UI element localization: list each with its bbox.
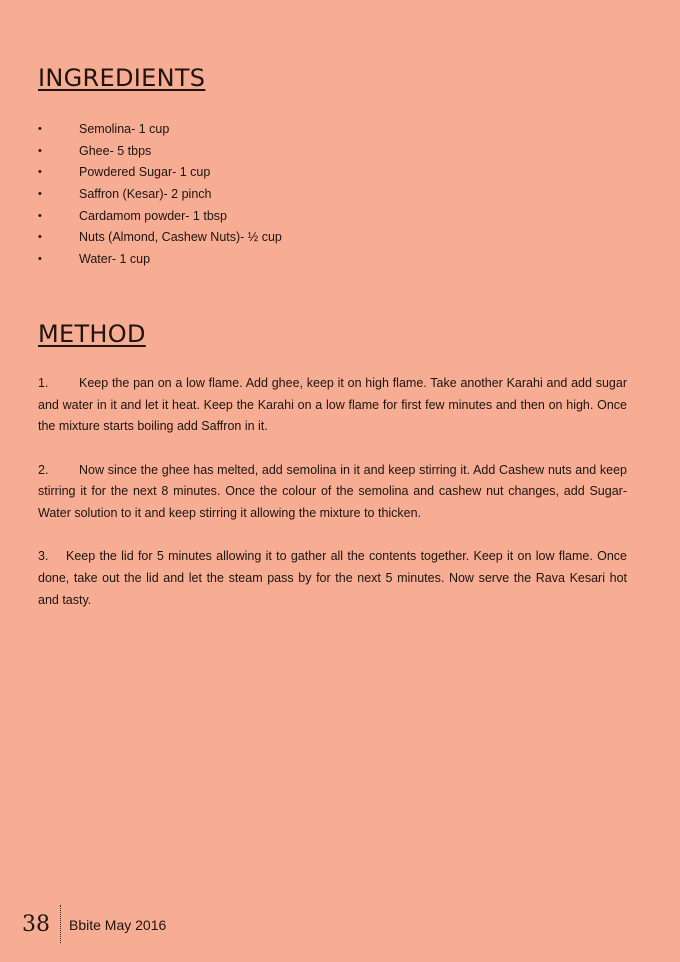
ingredient-text: Water- 1 cup [79,252,151,267]
ingredients-list [38,119,598,271]
bullet: • [38,188,42,201]
list-item [38,227,598,249]
method-step-3 [38,546,627,611]
step-number: 3. [38,549,49,564]
ingredient-text: Nuts (Almond, Cashew Nuts)- ½ cup [79,230,282,245]
step-number: 2. [38,462,49,477]
step-text: Keep the pan on a low flame. Add ghee, keep it on high flame. Take another Karahi and add sugar and water in it and let it heat. Keep the Karahi on a low flame for first few minutes and then on high. Once the mixture starts boiling add Saffron in it. [38,376,627,434]
bullet: • [38,253,42,266]
step-text: Keep the lid for 5 minutes allowing it to gather all the contents together. Keep it on low flame. Once done, take out the lid and let the steam pass by for the next 5 minutes. Now serve the Rava Kesari hot and tasty. [38,549,627,607]
bullet: • [38,166,42,179]
list-item [38,184,598,206]
list-item [38,119,598,141]
ingredients-heading: INGREDIENTS [38,64,206,92]
method-step-1 [38,373,627,438]
ingredient-text: Cardamom powder- 1 tbsp [79,208,227,223]
ingredient-text: Saffron (Kesar)- 2 pinch [79,187,212,202]
page-footer [22,904,166,944]
publication-name: Bbite May 2016 [69,917,167,933]
list-item [38,249,598,271]
method-heading: METHOD [38,320,146,348]
step-number: 1. [38,376,49,390]
bullet: • [38,144,42,157]
page-number: 38 [22,911,50,937]
list-item [38,162,598,184]
ingredient-text: Ghee- 5 tbps [79,143,152,158]
list-item [38,141,598,163]
list-item [38,206,598,228]
ingredient-text: Powdered Sugar- 1 cup [79,165,211,180]
method-step-2 [38,460,627,525]
ingredient-text: Semolina- 1 cup [79,122,170,136]
bullet: • [38,209,42,222]
bullet: • [38,231,42,244]
footer-divider [60,905,61,943]
step-text: Now since the ghee has melted, add semolina in it and keep stirring it. Add Cashew nuts and keep stirring it for the next 8 minutes. Once the colour of the semolina and cashew nut changes, add Sugar-Water solution to it and keep stirring it allowing the mixture to thicken. [38,462,627,521]
bullet: • [38,123,42,135]
method-steps [38,373,627,633]
